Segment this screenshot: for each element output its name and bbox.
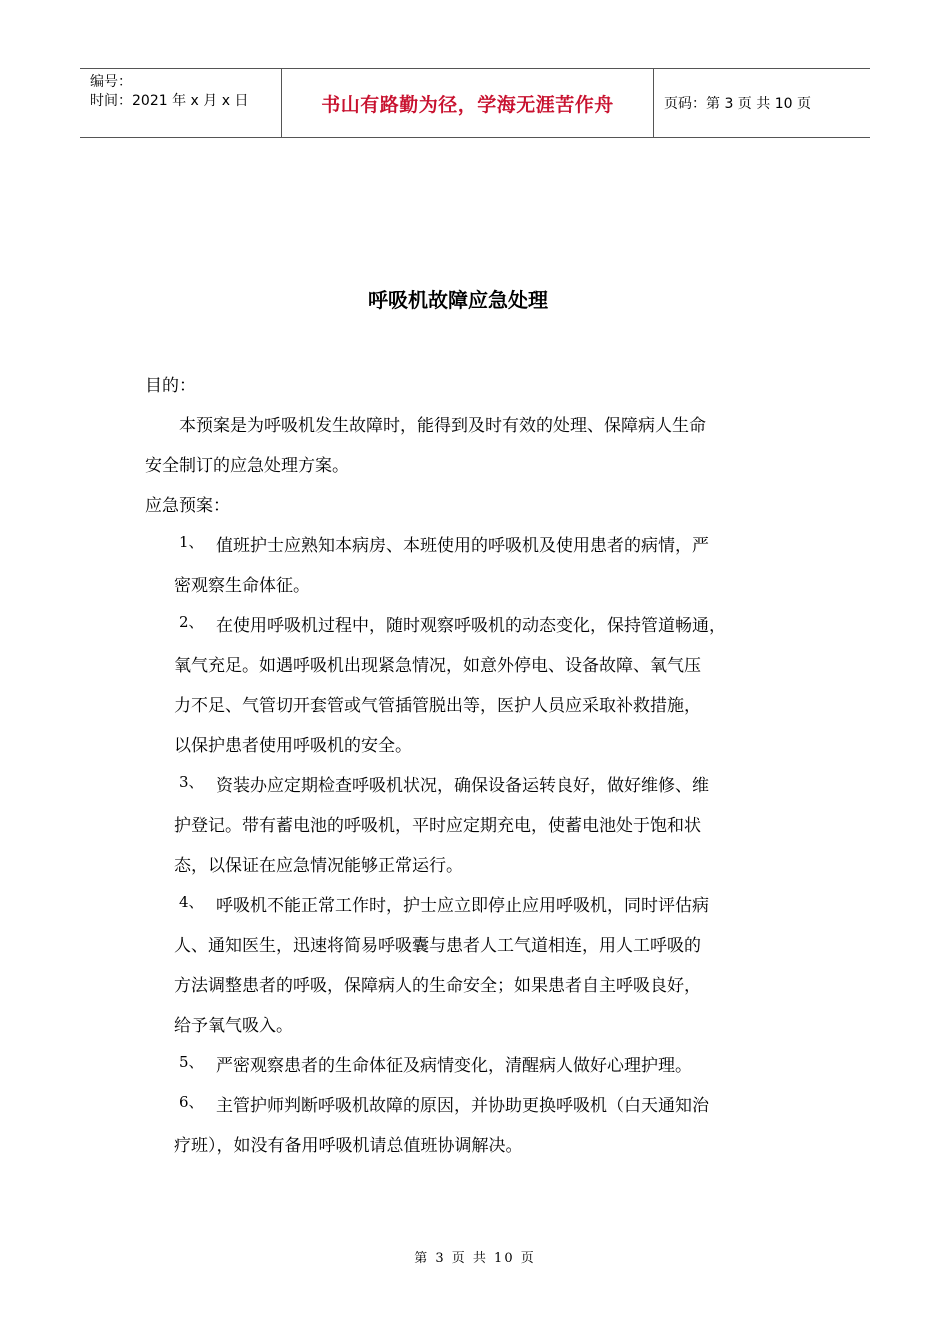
header-page-info: 页码：第 3 页 共 10 页 <box>664 96 811 112</box>
item-line: 在使用呼吸机过程中，随时观察呼吸机的动态变化，保持管道畅通， <box>216 616 726 636</box>
item-line: 值班护士应熟知本病房、本班使用的呼吸机及使用患者的病情，严 <box>216 536 709 556</box>
item-number: 4、 <box>179 893 204 911</box>
purpose-heading: 目的： <box>145 376 196 396</box>
item-line: 力不足、气管切开套管或气管插管脱出等，医护人员应采取补救措施， <box>174 696 701 716</box>
item-line: 给予氧气吸入。 <box>174 1016 293 1036</box>
header-meta <box>90 73 280 111</box>
item-number: 5、 <box>179 1053 204 1071</box>
item-number: 6、 <box>179 1093 204 1111</box>
item-line: 严密观察患者的生命体征及病情变化，清醒病人做好心理护理。 <box>216 1056 692 1076</box>
purpose-line: 安全制订的应急处理方案。 <box>145 456 349 476</box>
item-number: 1、 <box>179 533 204 551</box>
page-header <box>80 68 870 138</box>
item-number: 3、 <box>179 773 204 791</box>
item-line: 呼吸机不能正常工作时，护士应立即停止应用呼吸机，同时评估病 <box>216 896 709 916</box>
item-line: 氧气充足。如遇呼吸机出现紧急情况，如意外停电、设备故障、氧气压 <box>174 656 701 676</box>
item-line: 以保护患者使用呼吸机的安全。 <box>174 736 412 756</box>
item-number: 2、 <box>179 613 204 631</box>
item-line: 主管护师判断呼吸机故障的原因，并协助更换呼吸机（白天通知治 <box>216 1096 709 1116</box>
header-divider <box>653 69 654 137</box>
item-line: 态，以保证在应急情况能够正常运行。 <box>174 856 463 876</box>
purpose-line: 本预案是为呼吸机发生故障时，能得到及时有效的处理、保障病人生命 <box>179 416 706 436</box>
document-title: 呼吸机故障应急处理 <box>368 288 548 312</box>
item-line: 方法调整患者的呼吸，保障病人的生命安全；如果患者自主呼吸良好， <box>174 976 701 996</box>
plan-heading: 应急预案： <box>145 496 230 516</box>
item-line: 资装办应定期检查呼吸机状况，确保设备运转良好，做好维修、维 <box>216 776 709 796</box>
date-line: 时间：2021 年 x 月 x 日 <box>90 93 249 109</box>
page-footer: 第 3 页 共 10 页 <box>414 1251 536 1266</box>
header-motto: 书山有路勤为径，学海无涯苦作舟 <box>321 93 614 116</box>
item-line: 护登记。带有蓄电池的呼吸机，平时应定期充电，使蓄电池处于饱和状 <box>174 816 701 836</box>
serial-label: 编号： <box>90 74 132 90</box>
item-line: 疗班），如没有备用呼吸机请总值班协调解决。 <box>174 1136 523 1156</box>
item-line: 密观察生命体征。 <box>174 576 310 596</box>
item-line: 人、通知医生，迅速将简易呼吸囊与患者人工气道相连，用人工呼吸的 <box>174 936 701 956</box>
